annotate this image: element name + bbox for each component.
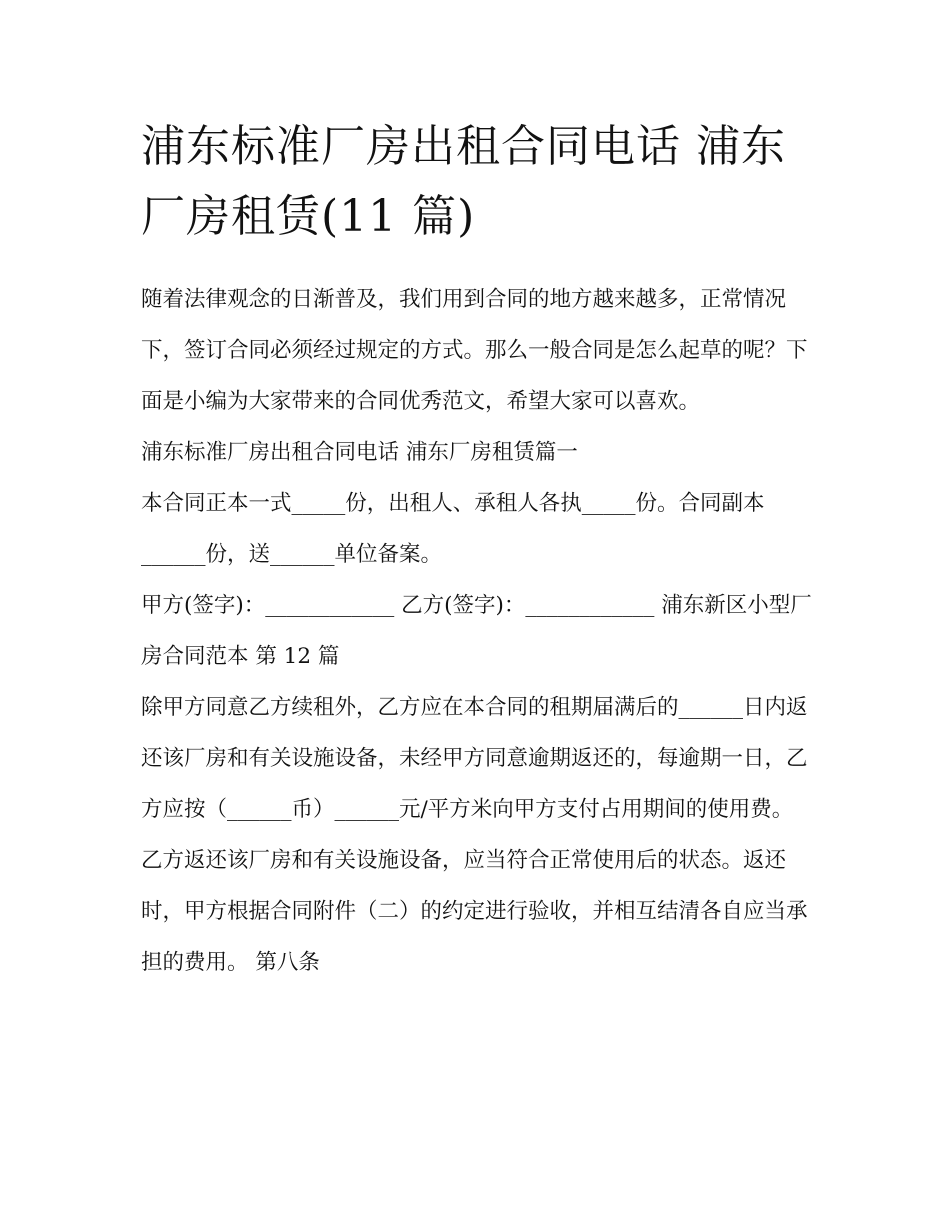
- section-heading: 浦东标准厂房出租合同电话 浦东厂房租赁篇一: [141, 440, 578, 465]
- return-condition-paragraph: 乙方返还该厂房和有关设施设备，应当符合正常使用后的状态。返还时，甲方根据合同附件（二）的约定进行验收，并相互结清各自应当承担的费用。 第八条: [141, 848, 808, 975]
- document-page: [141, 112, 813, 988]
- return-terms-paragraph: 除甲方同意乙方续租外，乙方应在本合同的租期届满后的______日内返还该厂房和有关设施设备，未经甲方同意逾期返还的，每逾期一日，乙方应按（______币）______元/平方米向甲方支付占用期间的使用费。: [141, 695, 808, 822]
- document-title: 浦东标准厂房出租合同电话 浦东厂房租赁(11 篇): [141, 121, 786, 242]
- signature-paragraph: 甲方(签字)：____________ 乙方(签字)：____________ 浦东新区小型厂房合同范本 第 12 篇: [141, 593, 812, 669]
- copies-paragraph: 本合同正本一式_____份，出租人、承租人各执_____份。合同副本______份，送______单位备案。: [141, 491, 765, 567]
- document-body: [141, 274, 813, 988]
- intro-paragraph: 随着法律观念的日渐普及，我们用到合同的地方越来越多，正常情况下，签订合同必须经过规定的方式。那么一般合同是怎么起草的呢？下面是小编为大家带来的合同优秀范文，希望大家可以喜欢。: [141, 287, 808, 414]
